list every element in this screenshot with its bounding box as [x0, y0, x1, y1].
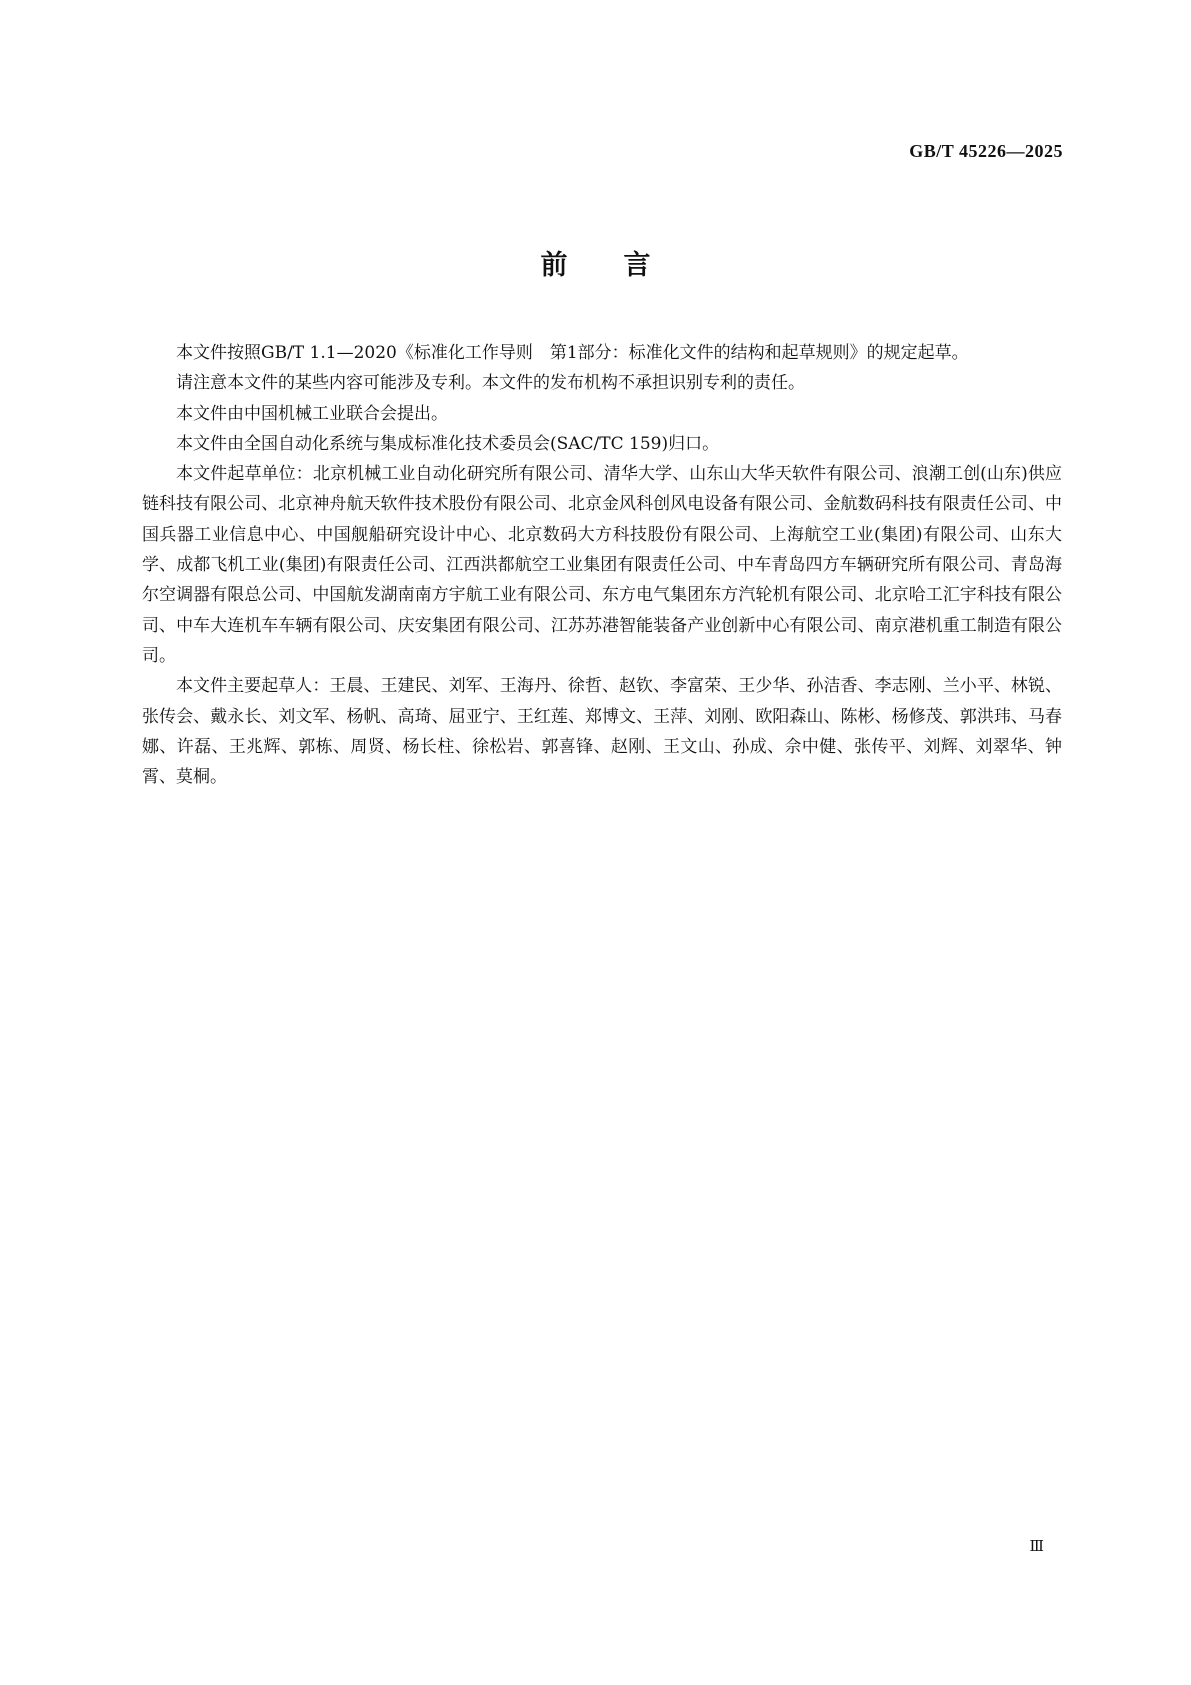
paragraph-main-drafters: 本文件主要起草人：王晨、王建民、刘军、王海丹、徐哲、赵钦、李富荣、王少华、孙洁香、李志刚、兰小平、林锐、张传会、戴永长、刘文军、杨帆、高琦、屈亚宁、王红莲、郑博文、王萍、刘刚、欧阳森山、陈彬、杨修茂、郭洪玮、马春娜、许磊、王兆辉、郭栋、周贤、杨长柱、徐松岩、郭喜锋、赵刚、王文山、孙成、佘中健、张传平、刘辉、刘翠华、钟霄、莫桐。 — [142, 676, 1062, 788]
paragraph-drafting-organizations: 本文件起草单位：北京机械工业自动化研究所有限公司、清华大学、山东山大华天软件有限公司、浪潮工创(山东)供应链科技有限公司、北京神舟航天软件技术股份有限公司、北京金风科创风电设备有限公司、金航数码科技有限责任公司、中国兵器工业信息中心、中国舰船研究设计中心、北京数码大方科技股份有限公司、上海航空工业(集团)有限公司、山东大学、成都飞机工业(集团)有限责任公司、江西洪都航空工业集团有限责任公司、中车青岛四方车辆研究所有限公司、青岛海尔空调器有限总公司、中国航发湖南南方宇航工业有限公司、东方电气集团东方汽轮机有限公司、北京哈工汇宇科技有限公司、中车大连机车车辆有限公司、庆安集团有限公司、江苏苏港智能装备产业创新中心有限公司、南京港机重工制造有限公司。 — [142, 464, 1062, 666]
paragraph-patent-notice: 请注意本文件的某些内容可能涉及专利。本文件的发布机构不承担识别专利的责任。 — [176, 373, 805, 394]
paragraph-centralized-by: 本文件由全国自动化系统与集成标准化技术委员会(SAC/TC 159)归口。 — [176, 433, 720, 454]
standard-code: GB/T 45226—2025 — [909, 141, 1063, 161]
page-title: 前言 — [540, 250, 707, 281]
paragraph-proposed-by: 本文件由中国机械工业联合会提出。 — [176, 403, 448, 424]
page-number: Ⅲ — [1029, 1539, 1045, 1555]
paragraph-drafting-rules: 本文件按照GB/T 1.1—2020《标准化工作导则 第1部分：标准化文件的结构和起草规则》的规定起草。 — [176, 343, 969, 363]
preface-body — [142, 338, 1062, 792]
